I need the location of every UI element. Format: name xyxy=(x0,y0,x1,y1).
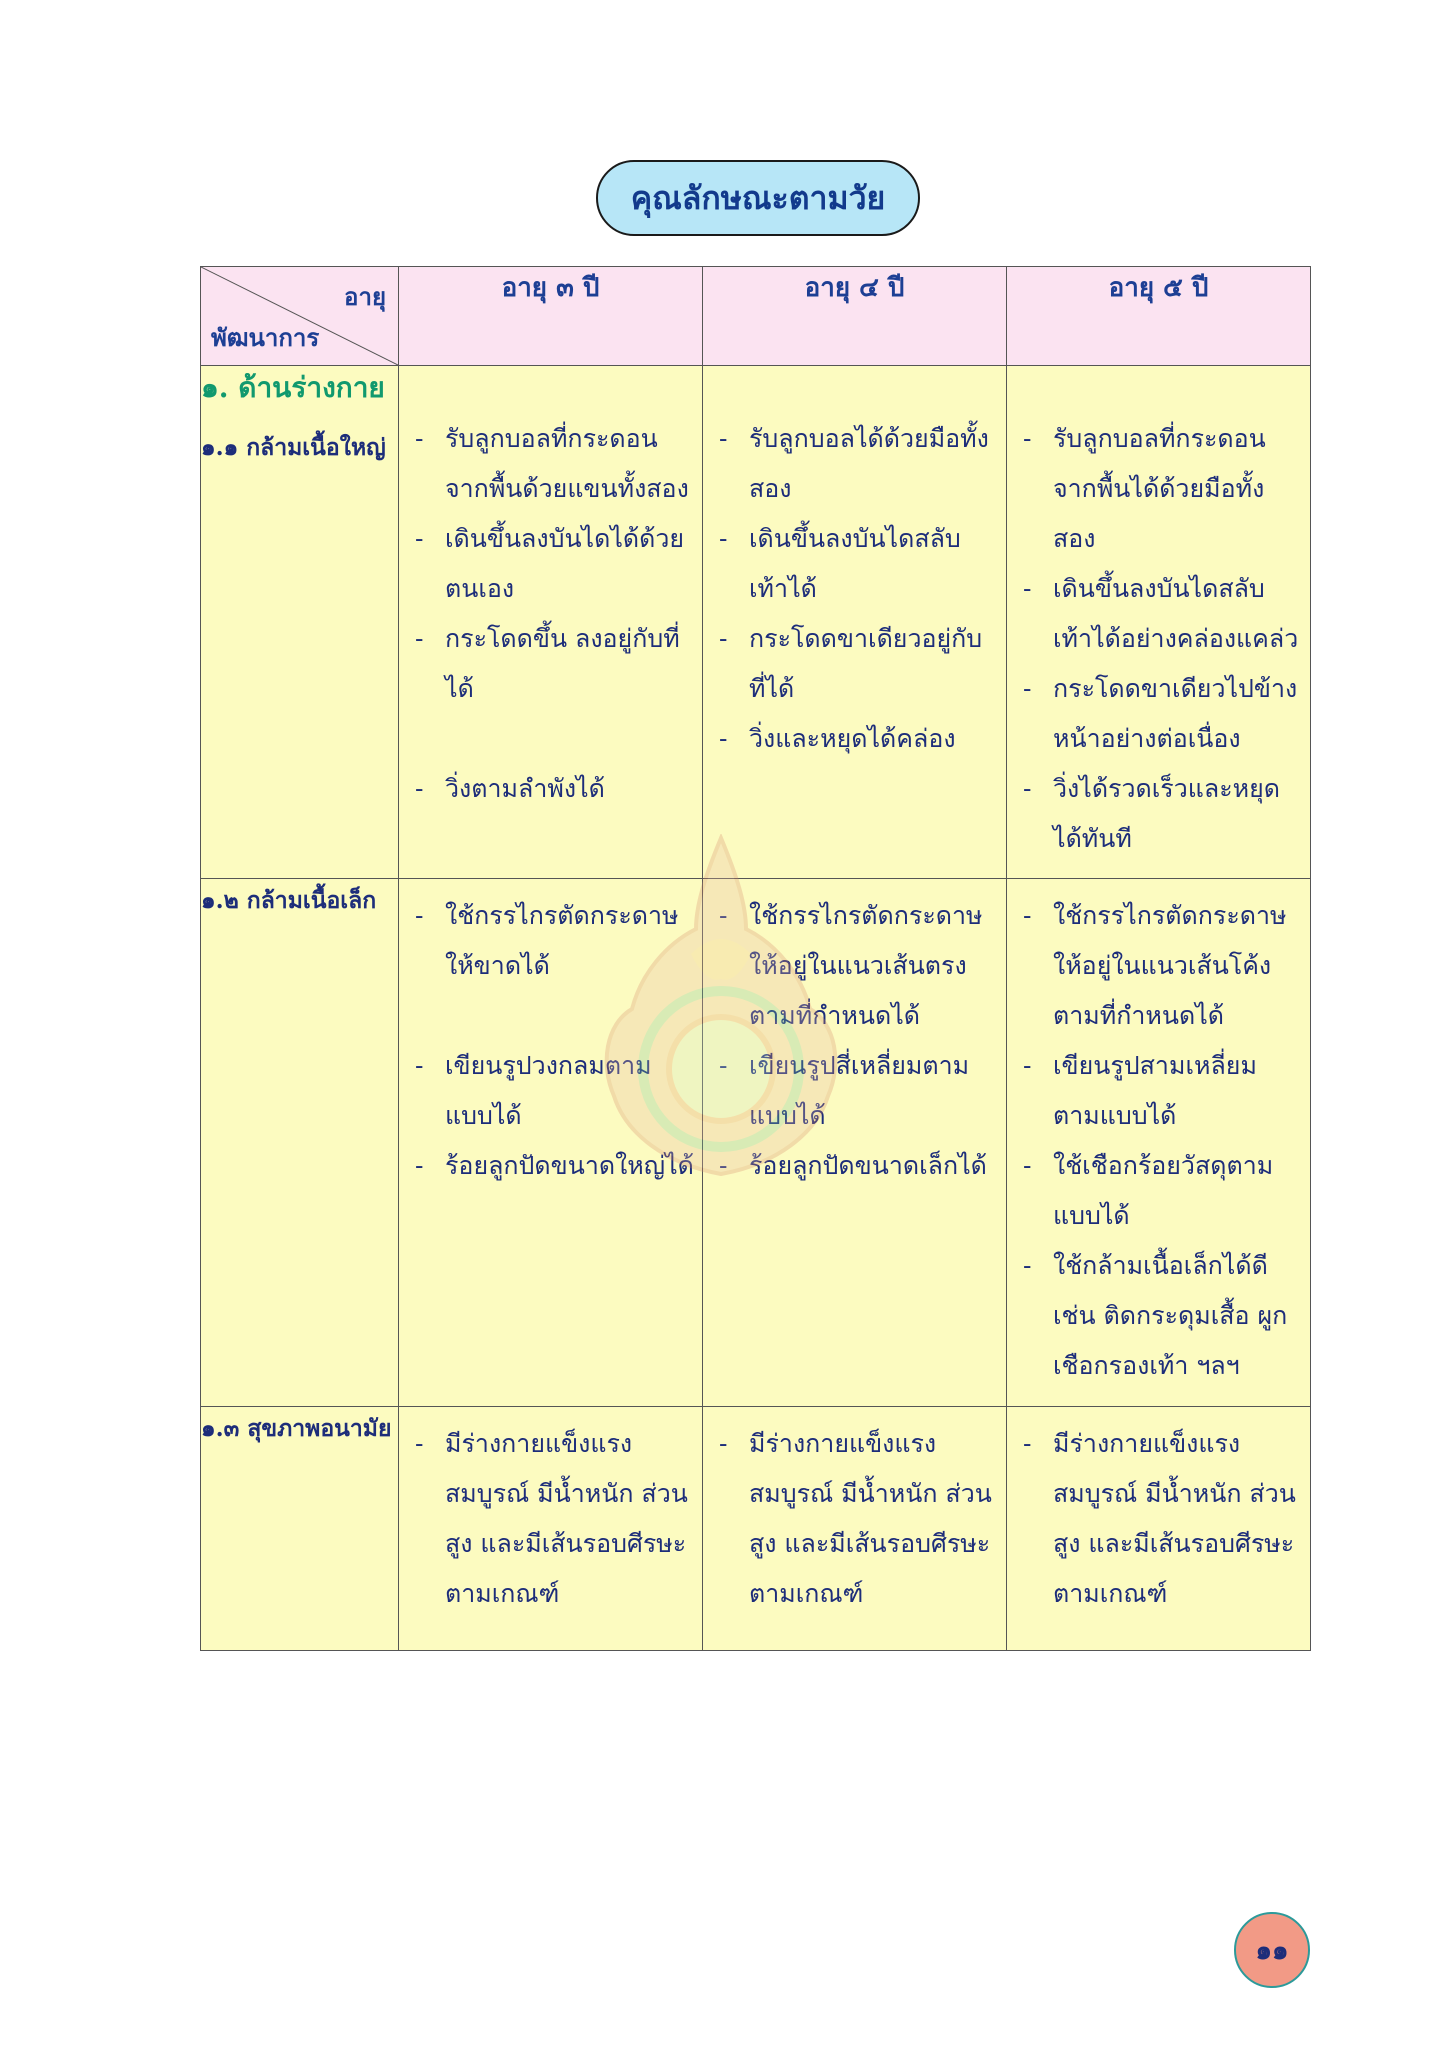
column-header-age-3: อายุ ๓ ปี xyxy=(399,267,703,366)
row-label: ๑.๑ กล้ามเนื้อใหญ่ xyxy=(201,434,386,461)
list-item: - มีร่างกายแข็งแรง สมบูรณ์ มีน้ำหนัก ส่วนสูง และมีเส้นรอบศีรษะตามเกณฑ์ xyxy=(1019,1419,1302,1619)
list-item: - เดินขึ้นลงบันไดสลับเท้าได้อย่างคล่องแคล่ว xyxy=(1019,564,1302,664)
list-item: - เขียนรูปวงกลมตามแบบได้ xyxy=(411,1041,694,1141)
cell-health-age-3 xyxy=(399,1407,703,1651)
list-item: - ใช้กล้ามเนื้อเล็กได้ดี เช่น ติดกระดุมเสื้อ ผูกเชือกรองเท้า ฯลฯ xyxy=(1019,1241,1302,1391)
list-item: - กระโดดขึ้น ลงอยู่กับที่ได้ xyxy=(411,614,694,714)
row-header-gross-motor xyxy=(201,366,399,879)
age-characteristics-table xyxy=(200,266,1311,1651)
cell-health-age-4 xyxy=(703,1407,1007,1651)
page-number-badge: ๑๑ xyxy=(1234,1912,1310,1988)
list-item: - ร้อยลูกปัดขนาดใหญ่ได้ xyxy=(411,1141,694,1191)
column-header-age-4: อายุ ๔ ปี xyxy=(703,267,1007,366)
page-title: คุณลักษณะตามวัย xyxy=(596,160,920,236)
row-label: ๑.๓ สุขภาพอนามัย xyxy=(201,1415,392,1442)
cell-fine-motor-age-5 xyxy=(1007,879,1311,1407)
list-item: - กระโดดขาเดียวไปข้างหน้าอย่างต่อเนื่อง xyxy=(1019,664,1302,764)
list-item: - ใช้กรรไกรตัดกระดาษให้อยู่ในแนวเส้นตรงตามที่กำหนดได้ xyxy=(715,891,998,1041)
list-item: - เดินขึ้นลงบันไดสลับเท้าได้ xyxy=(715,514,998,614)
cell-gross-motor-age-3 xyxy=(399,366,703,879)
header-row xyxy=(201,267,1311,366)
row-header-health xyxy=(201,1407,399,1651)
cell-fine-motor-age-4 xyxy=(703,879,1007,1407)
table-row xyxy=(201,1407,1311,1651)
table-row xyxy=(201,366,1311,879)
list-item: - รับลูกบอลได้ด้วยมือทั้งสอง xyxy=(715,414,998,514)
list-item: - มีร่างกายแข็งแรง สมบูรณ์ มีน้ำหนัก ส่วนสูง และมีเส้นรอบศีรษะตามเกณฑ์ xyxy=(411,1419,694,1619)
list-item: - วิ่งตามลำพังได้ xyxy=(411,764,694,814)
list-item: - มีร่างกายแข็งแรง สมบูรณ์ มีน้ำหนัก ส่วนสูง และมีเส้นรอบศีรษะตามเกณฑ์ xyxy=(715,1419,998,1619)
section-title: ๑. ด้านร่างกาย xyxy=(201,371,385,404)
list-item: - กระโดดขาเดียวอยู่กับที่ได้ xyxy=(715,614,998,714)
list-item: - เดินขึ้นลงบันไดได้ด้วยตนเอง xyxy=(411,514,694,614)
cell-gross-motor-age-4 xyxy=(703,366,1007,879)
list-item: - ใช้เชือกร้อยวัสดุตามแบบได้ xyxy=(1019,1141,1302,1241)
table-row xyxy=(201,879,1311,1407)
list-item: - รับลูกบอลที่กระดอนจากพื้นได้ด้วยมือทั้งสอง xyxy=(1019,414,1302,564)
corner-header xyxy=(201,267,399,366)
row-header-fine-motor xyxy=(201,879,399,1407)
list-item: - เขียนรูปสามเหลี่ยมตามแบบได้ xyxy=(1019,1041,1302,1141)
list-item: - วิ่งได้รวดเร็วและหยุดได้ทันที xyxy=(1019,764,1302,864)
list-item: - ใช้กรรไกรตัดกระดาษให้ขาดได้ xyxy=(411,891,694,991)
corner-development-label: พัฒนาการ xyxy=(211,323,320,352)
list-item: - รับลูกบอลที่กระดอนจากพื้นด้วยแขนทั้งสอง xyxy=(411,414,694,514)
cell-gross-motor-age-5 xyxy=(1007,366,1311,879)
list-item: - ร้อยลูกปัดขนาดเล็กได้ xyxy=(715,1141,998,1191)
cell-fine-motor-age-3 xyxy=(399,879,703,1407)
corner-age-label: อายุ xyxy=(344,282,386,311)
cell-health-age-5 xyxy=(1007,1407,1311,1651)
list-item: - ใช้กรรไกรตัดกระดาษให้อยู่ในแนวเส้นโค้งตามที่กำหนดได้ xyxy=(1019,891,1302,1041)
list-item: - วิ่งและหยุดได้คล่อง xyxy=(715,714,998,764)
column-header-age-5: อายุ ๕ ปี xyxy=(1007,267,1311,366)
list-item: - เขียนรูปสี่เหลี่ยมตามแบบได้ xyxy=(715,1041,998,1141)
row-label: ๑.๒ กล้ามเนื้อเล็ก xyxy=(201,887,377,914)
